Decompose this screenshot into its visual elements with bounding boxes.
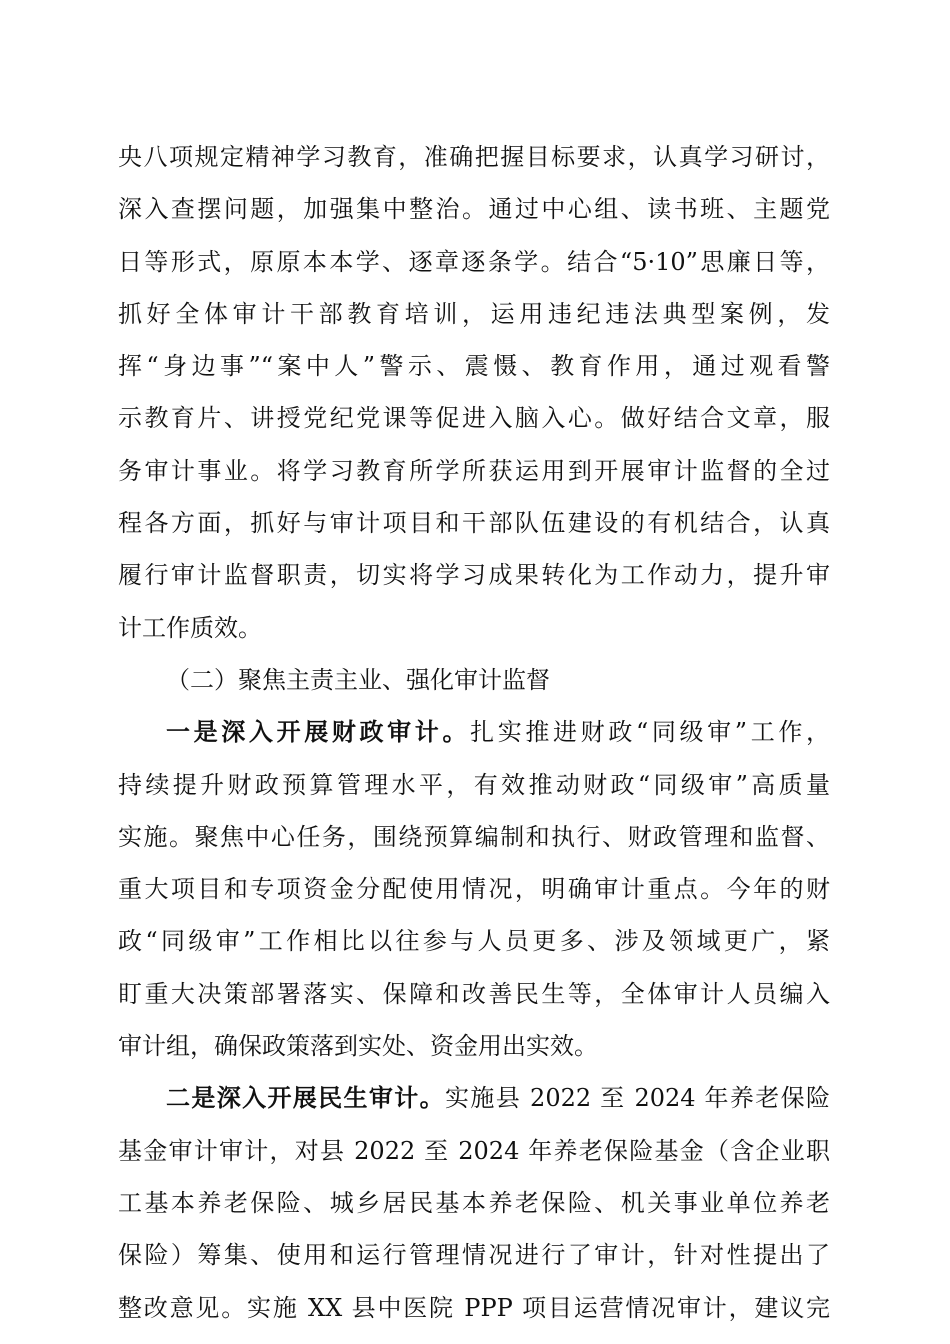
text-line: 持续提升财政预算管理水平，有效推动财政“同级审”高质量 xyxy=(118,770,830,799)
paragraph-lead-rest: 扎实推进财政“同级审”工作， xyxy=(470,718,831,747)
text-line: 保险）筹集、使用和运行管理情况进行了审计，针对性提出了 xyxy=(118,1241,830,1270)
text-line: 工基本养老保险、城乡居民基本养老保险、机关事业单位养老 xyxy=(118,1188,830,1217)
document-body xyxy=(118,131,830,1334)
text-line: 日等形式，原原本本学、逐章逐条学。结合“5·10”思廉日等， xyxy=(118,247,830,276)
paragraph-study-education xyxy=(118,131,830,654)
paragraph-lead: 一是深入开展财政审计。 xyxy=(166,717,471,747)
text-line: 抓好全体审计干部教育培训，运用违纪违法典型案例，发 xyxy=(118,299,830,328)
text-line: 计工作质效。 xyxy=(118,613,262,642)
text-line: 重大项目和专项资金分配使用情况，明确审计重点。今年的财 xyxy=(118,875,830,904)
text-line: 挥“身边事”“案中人”警示、震慑、教育作用，通过观看警 xyxy=(118,352,830,381)
text-line: 务审计事业。将学习教育所学所获运用到开展审计监督的全过 xyxy=(118,456,830,485)
paragraph-lead: 二是深入开展民生审计。 xyxy=(166,1083,445,1113)
paragraph-lead-rest: 实施县 2022 至 2024 年养老保险 xyxy=(444,1084,831,1113)
text-line: 央八项规定精神学习教育，准确把握目标要求，认真学习研讨， xyxy=(118,143,830,171)
text-line: 审计组，确保政策落到实处、资金用出实效。 xyxy=(118,1032,598,1061)
text-line: 政“同级审”工作相比以往参与人员更多、涉及领域更广，紧 xyxy=(118,927,830,956)
paragraph-first-line xyxy=(118,706,830,758)
paragraph-fiscal-audit xyxy=(118,706,830,1072)
text-line: 实施。聚焦中心任务，围绕预算编制和执行、财政管理和监督、 xyxy=(118,822,830,851)
text-line: 盯重大决策部署落实、保障和改善民生等，全体审计人员编入 xyxy=(118,979,830,1008)
text-line: 示教育片、讲授党纪党课等促进入脑入心。做好结合文章，服 xyxy=(118,404,830,433)
text-line: 深入查摆问题，加强集中整治。通过中心组、读书班、主题党 xyxy=(118,195,830,224)
text-line: 基金审计审计，对县 2022 至 2024 年养老保险基金（含企业职 xyxy=(118,1136,830,1165)
text-line: 履行审计监督职责，切实将学习成果转化为工作动力，提升审 xyxy=(118,561,830,590)
paragraph-livelihood-audit xyxy=(118,1072,830,1333)
section-heading: （二）聚焦主责主业、强化审计监督 xyxy=(166,665,550,694)
text-line: 整改意见。实施 XX 县中医院 PPP 项目运营情况审计，建议完 xyxy=(118,1293,830,1322)
paragraph-first-line xyxy=(118,1072,830,1124)
text-line: 程各方面，抓好与审计项目和干部队伍建设的有机结合，认真 xyxy=(118,509,830,538)
